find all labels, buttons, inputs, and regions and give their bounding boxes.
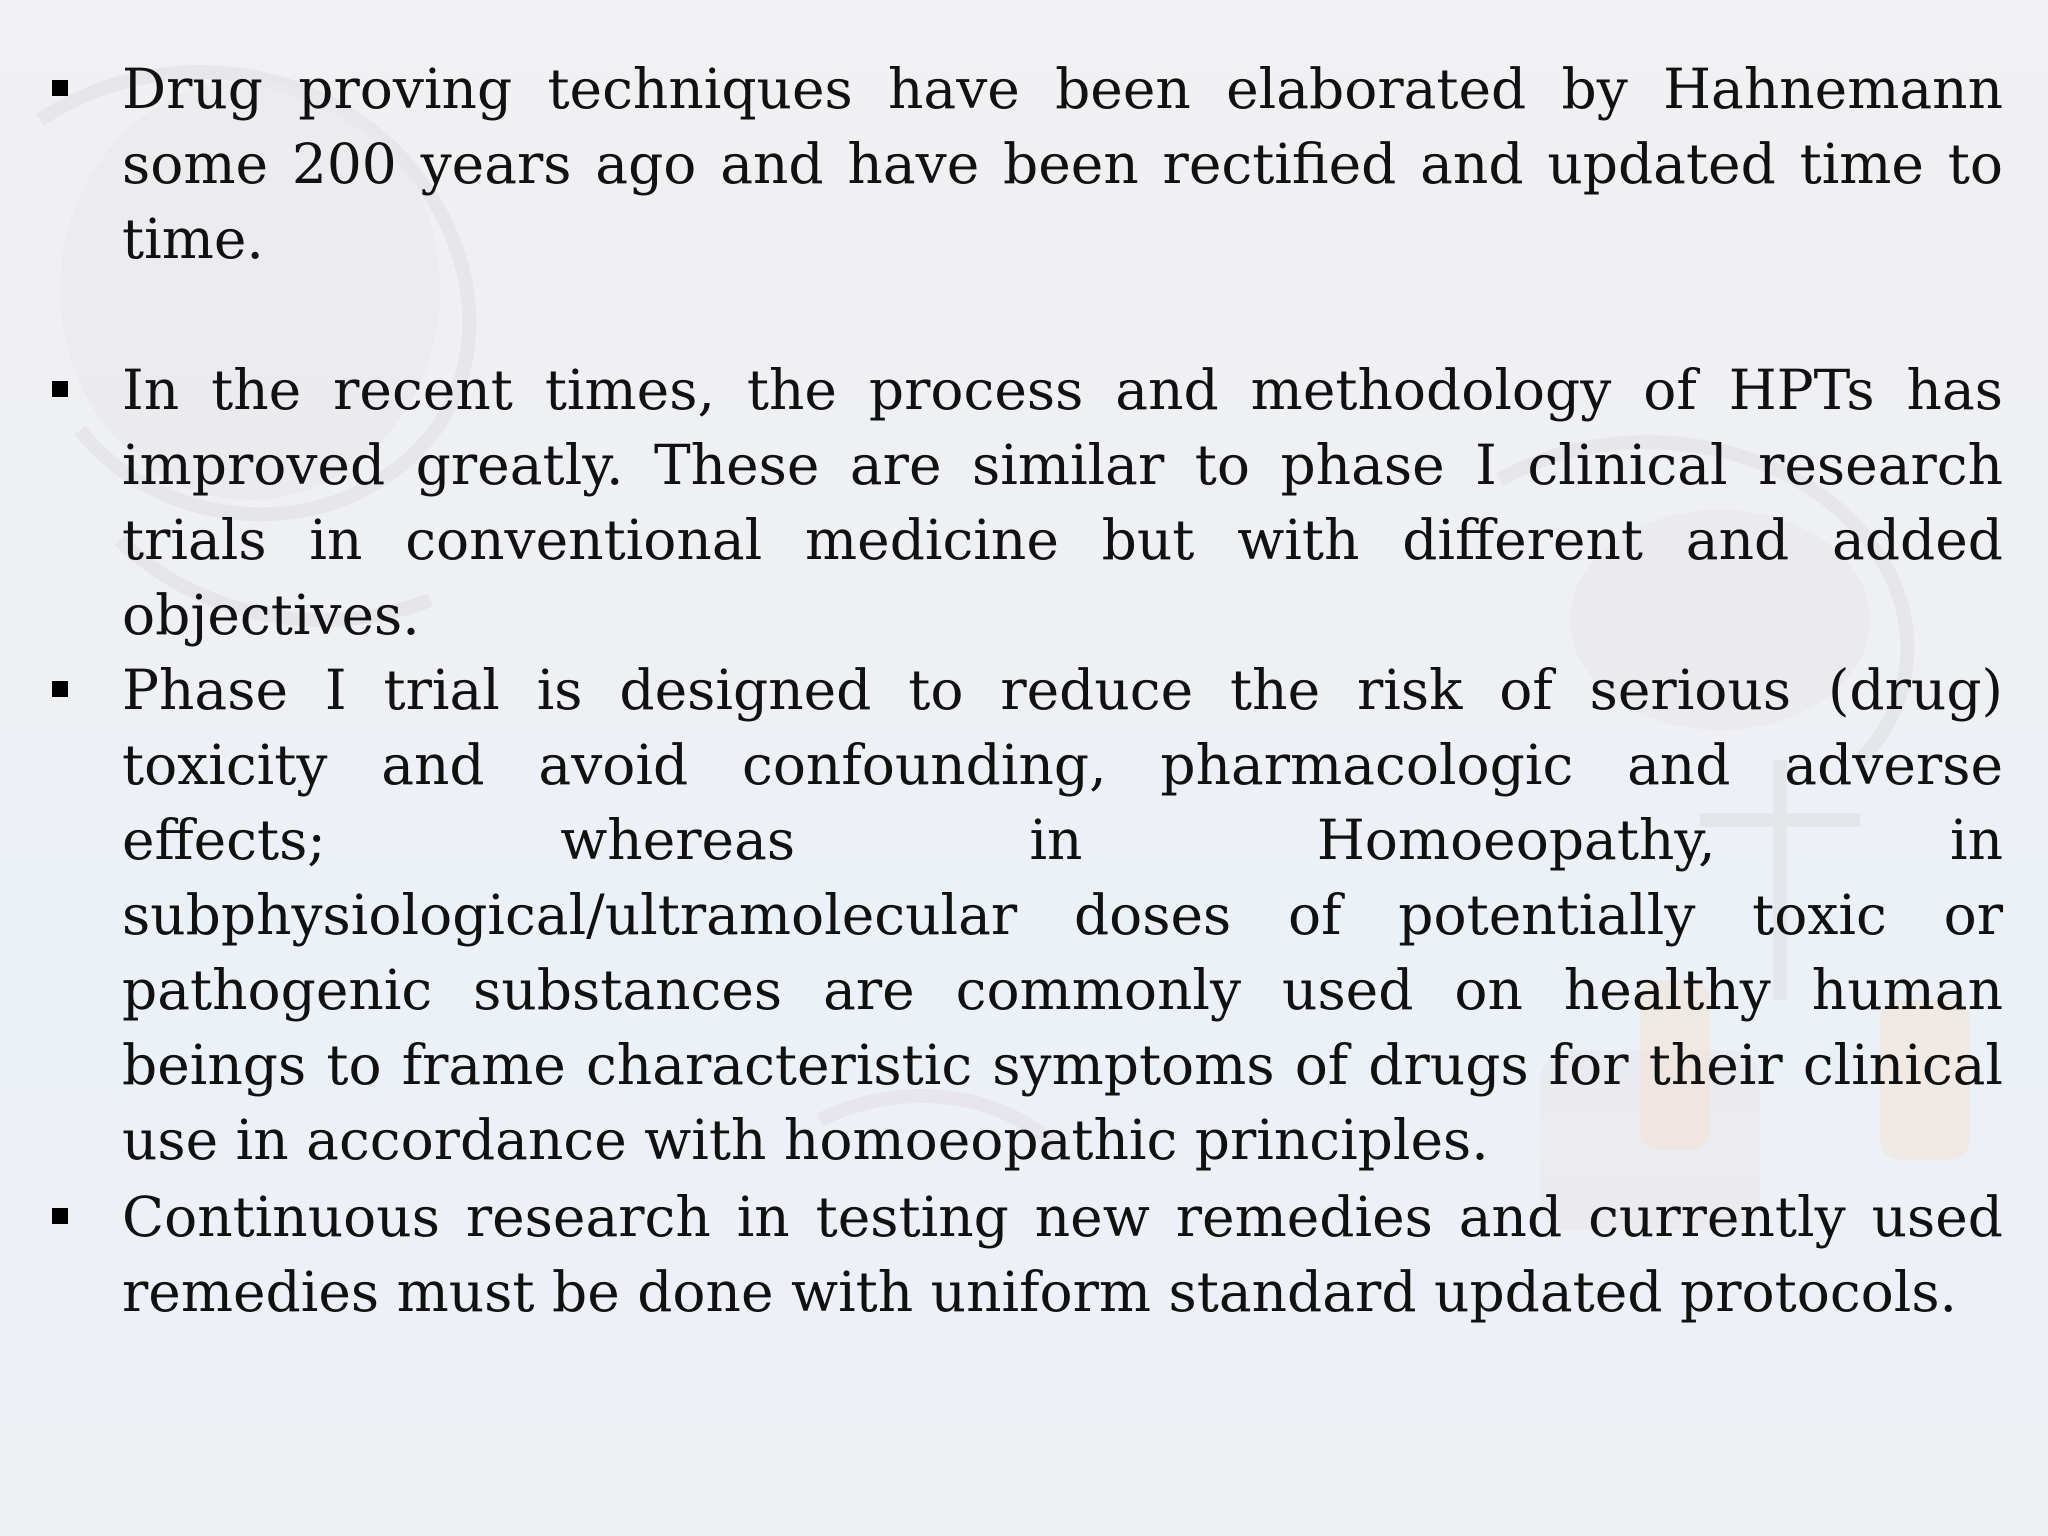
- square-bullet-icon: [52, 80, 68, 96]
- square-bullet-icon: [52, 1208, 68, 1224]
- bullet-item: [122, 353, 2003, 653]
- square-bullet-icon: [52, 381, 68, 397]
- bullet-text: In the recent times, the process and methodology of HPTs has improved greatly. These are similar to phase I clinical research trials in conventional medicine but with different and added objectives.: [122, 358, 2003, 647]
- bullet-text: Continuous research in testing new remedies and currently used remedies must be done with uniform standard updated protocols.: [122, 1185, 2003, 1324]
- square-bullet-icon: [52, 681, 68, 697]
- bullet-item: [122, 52, 2003, 277]
- bullet-item: [122, 653, 2003, 1178]
- bullet-text: Phase I trial is designed to reduce the risk of serious (drug) toxicity and avoid confounding, pharmacologic and adverse effects; whereas in Homoeopathy, in subphysiological/ultramolecular doses of potentially toxic or pathogenic substances are commonly used on healthy human beings to frame characteristic symptoms of drugs for their clinical use in accordance with homoeopathic principles.: [122, 658, 2003, 1172]
- bullet-text: Drug proving techniques have been elaborated by Hahnemann some 200 years ago and have been rectified and updated time to time.: [122, 57, 2003, 271]
- bullet-item: [122, 1180, 2003, 1330]
